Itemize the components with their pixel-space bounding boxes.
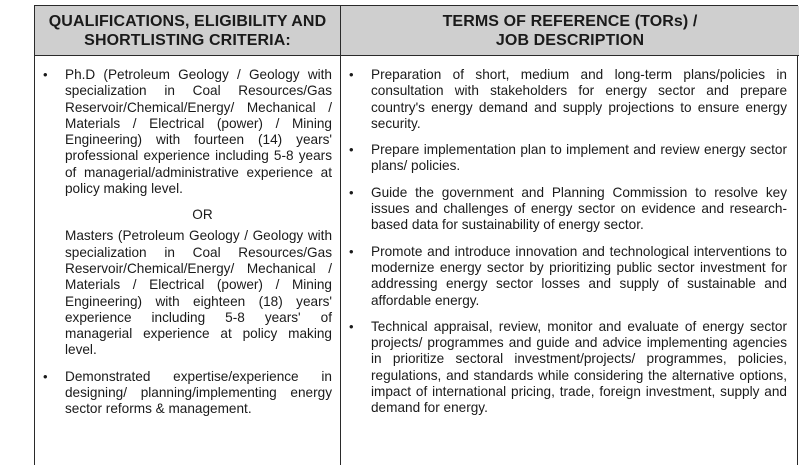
bullet-icon: • [349,318,354,334]
tors-header-line2: JOB DESCRIPTION [495,31,645,49]
tors-header-line1: TERMS OF REFERENCE (TORs) / [442,12,698,30]
bullet-icon: • [43,368,48,384]
job-advertisement-table [34,5,798,465]
bullet-icon: • [349,184,354,200]
qualifications-body [35,56,340,418]
tor-item [341,185,799,234]
or-separator: OR [192,207,213,223]
tor-item-text: Preparation of short, medium and long-term plans/policies in consultation with stakeholders for energy sector and prepare country's energy demand and supply projections to ensure energy security. [371,67,787,131]
qualifications-header-line1: QUALIFICATIONS, ELIGIBILITY AND [48,12,327,30]
tors-body [341,56,799,417]
qualification-phd-text: Ph.D (Petroleum Geology / Geology with specialization in Coal Resources/Gas Reservoir/Chemical/Energy/ Mechanical / Materials / Electrical (power) / Mining Engineering) with fourteen (14) years' professional experience including 5-8 years of managerial/administrative experience at policy making level. [65,67,332,197]
tor-item [341,319,799,417]
qualification-masters-text: Masters (Petroleum Geology / Geology with specialization in Coal Resources/Gas Reservoir/Chemical/Energy/ Mechanical / Materials / Electrical (power) / Mining Engineering) with eighteen (18) years' experience including 5-8 years' of managerial experience at policy making level. [65,228,332,358]
qualifications-column [35,6,341,465]
tor-item-text: Promote and introduce innovation and technological interventions to modernize energy sector by prioritizing public sector investment for addressing energy sector losses and supply of sustainable and affordable energy. [371,243,787,308]
qualifications-header-line2: SHORTLISTING CRITERIA: [84,31,291,49]
tors-column [341,6,799,465]
tor-item [341,67,799,132]
qualification-phd [35,67,340,197]
qualification-expertise-text: Demonstrated expertise/experience in designing/ planning/implementing energy sector reforms & management. [65,368,332,417]
qualifications-header [35,6,340,56]
tors-header [341,6,799,56]
bullet-icon: • [349,67,354,82]
bullet-icon: • [43,67,48,82]
tor-item-text: Guide the government and Planning Commission to resolve key issues and challenges of energy sector on evidence and research-based data for sustainability of energy sector. [371,184,787,233]
bullet-icon: • [349,142,354,158]
qualification-masters [35,228,340,358]
tor-item [341,142,799,175]
tor-item-text: Prepare implementation plan to implement and review energy sector plans/ policies. [371,142,787,174]
tor-item [341,244,799,309]
bullet-icon: • [349,243,354,259]
qualification-expertise [35,369,340,418]
tor-item-text: Technical appraisal, review, monitor and evaluate of energy sector projects/ programmes and guide and advice implementing agencies in prioritize sectoral investment/projects/ programmes, policies, regulations, and standards while considering the alternative options, impact of international pricing, trade, foreign investment, supply and demand for energy. [371,318,787,416]
